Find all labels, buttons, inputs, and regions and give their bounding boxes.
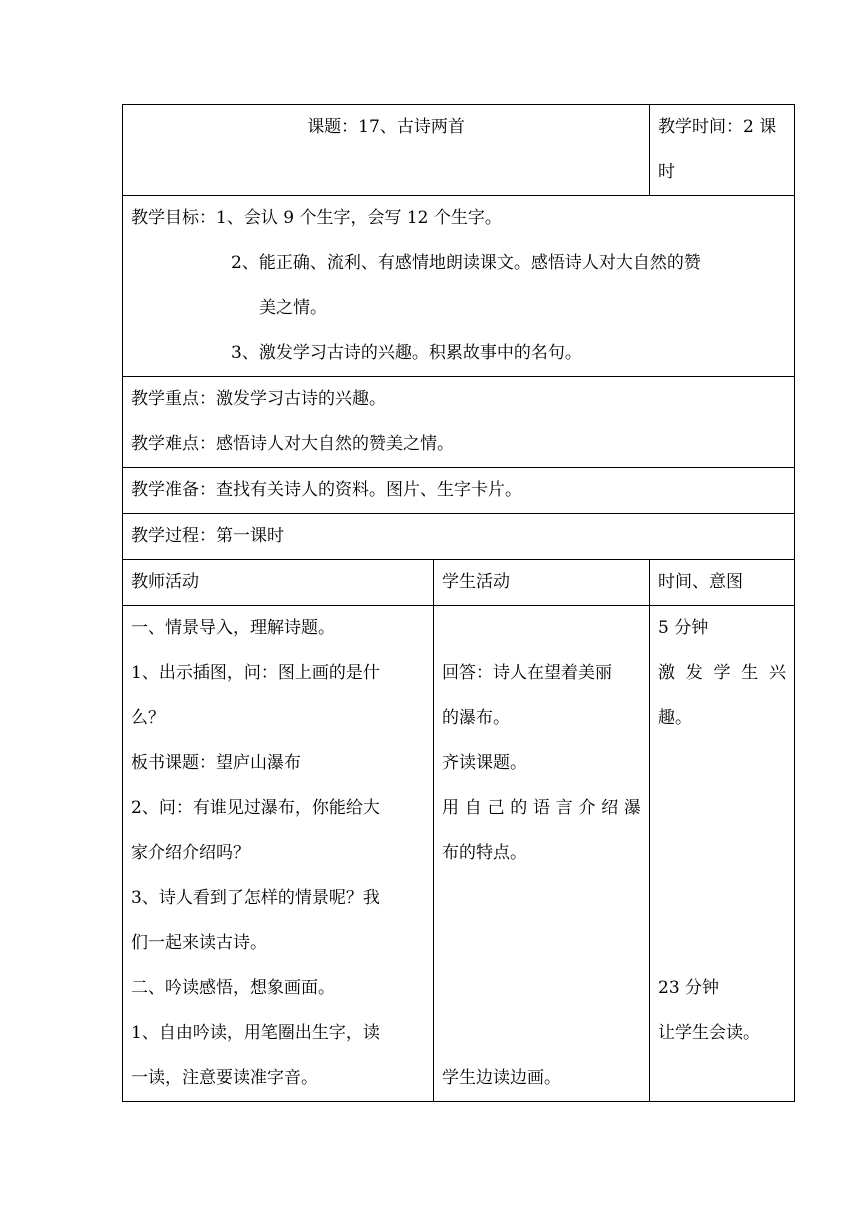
teacher-line: 家介绍介绍吗？ xyxy=(131,843,250,863)
lesson-plan xyxy=(122,104,794,1102)
student-line: 的瀑布。 xyxy=(442,708,510,728)
teacher-line: 们一起来读古诗。 xyxy=(131,933,267,953)
teacher-line: 1、自由吟读，用笔圈出生字，读 xyxy=(131,1023,380,1043)
column-header-teacher: 教师活动 xyxy=(123,560,434,606)
teacher-line: 一读，注意要读准字音。 xyxy=(131,1068,318,1088)
process-cell xyxy=(123,514,795,560)
student-line: 齐读课题。 xyxy=(442,753,527,773)
teacher-line: 么？ xyxy=(131,708,165,728)
lesson-topic: 课题：17、古诗两首 xyxy=(307,117,465,137)
teaching-time-line1: 教学时间：2 课 xyxy=(658,117,777,137)
time-line: 5 分钟 xyxy=(658,618,709,638)
goal-2: 2、能正确、流利、有感情地朗读课文。感悟诗人对大自然的赞 xyxy=(231,253,701,273)
topic-cell xyxy=(123,105,650,196)
key-points-cell xyxy=(123,377,795,468)
teaching-focus: 教学重点：激发学习古诗的兴趣。 xyxy=(131,389,386,409)
time-line: 让学生会读。 xyxy=(658,1023,761,1043)
teacher-line: 二、吟读感悟，想象画面。 xyxy=(131,978,335,998)
goal-3: 3、激发学习古诗的兴趣。积累故事中的名句。 xyxy=(231,343,582,363)
student-line: 学生边读边画。 xyxy=(442,1068,561,1088)
student-line: 布的特点。 xyxy=(442,843,527,863)
goals-cell xyxy=(123,196,795,377)
student-line: 回答：诗人在望着美丽 xyxy=(442,663,612,683)
teaching-process: 教学过程：第一课时 xyxy=(131,526,284,546)
teacher-line: 一、情景导入，理解诗题。 xyxy=(131,618,335,638)
activity-row xyxy=(123,606,795,1102)
key-points-row xyxy=(123,377,795,468)
time-line: 激发学生兴 xyxy=(658,663,787,683)
teaching-time-line2: 时 xyxy=(658,162,676,182)
goal-1: 教学目标：1、会认 9 个生字，会写 12 个生字。 xyxy=(131,208,502,228)
teaching-time-cell xyxy=(650,105,795,196)
teaching-difficulty: 教学难点：感悟诗人对大自然的赞美之情。 xyxy=(131,434,454,454)
time-notes xyxy=(650,606,795,1102)
student-line: 用自己的语言介绍瀑 xyxy=(442,798,642,818)
goals-row xyxy=(123,196,795,377)
header-row xyxy=(123,105,795,196)
preparation-cell xyxy=(123,468,795,514)
preparation-row xyxy=(123,468,795,514)
teacher-line: 3、诗人看到了怎样的情景呢？我 xyxy=(131,888,380,908)
teacher-line: 2、问：有谁见过瀑布，你能给大 xyxy=(131,798,380,818)
goal-2-cont: 美之情。 xyxy=(259,298,327,318)
time-line: 趣。 xyxy=(658,708,693,728)
process-row xyxy=(123,514,795,560)
column-header-time: 时间、意图 xyxy=(650,560,795,606)
lesson-plan-table xyxy=(122,104,795,1102)
teaching-preparation: 教学准备：查找有关诗人的资料。图片、生字卡片。 xyxy=(131,480,522,500)
teacher-line: 1、出示插图，问：图上画的是什 xyxy=(131,663,380,683)
time-line: 23 分钟 xyxy=(658,978,720,998)
column-header-student: 学生活动 xyxy=(434,560,650,606)
student-activities xyxy=(434,606,650,1102)
teacher-line: 板书课题：望庐山瀑布 xyxy=(131,753,301,773)
column-header-row xyxy=(123,560,795,606)
teacher-activities xyxy=(123,606,434,1102)
